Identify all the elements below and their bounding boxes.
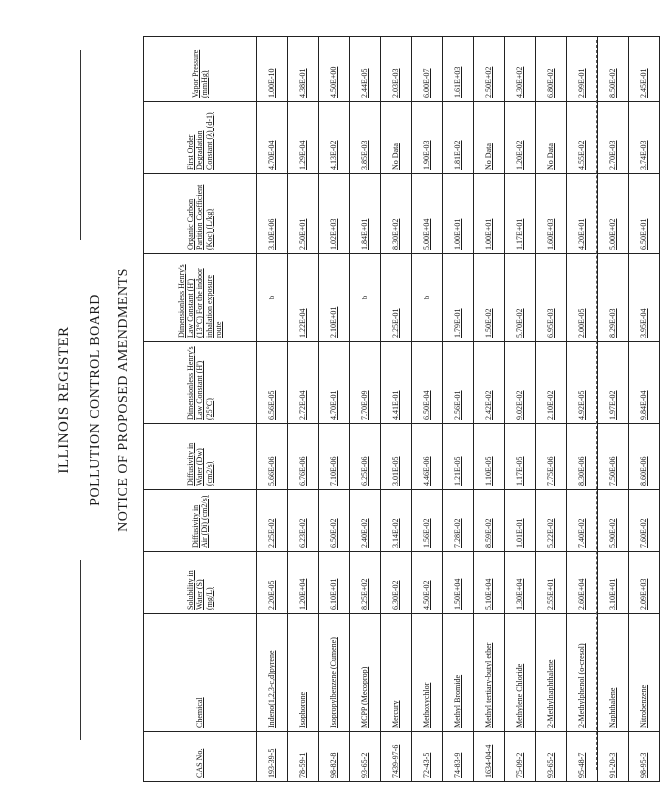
column-header: Dimensionless Henry's Law Constant (H') (13°C) For the indoor inhalation exposure route bbox=[144, 254, 257, 342]
table-row bbox=[319, 37, 350, 782]
table-body bbox=[257, 37, 660, 782]
table-row bbox=[505, 37, 536, 782]
table-header-row bbox=[144, 37, 257, 782]
cell-dw: 3.01E-05 bbox=[381, 424, 412, 490]
cell-cas: 91-20-3 bbox=[598, 732, 629, 782]
cell-h25: 7.70E-09 bbox=[350, 342, 381, 424]
cell-lam: 1.90E-03 bbox=[412, 102, 443, 174]
cell-cas: 75-09-2 bbox=[505, 732, 536, 782]
cell-cas: 95-48-7 bbox=[567, 732, 598, 782]
cell-h25: 2.56E-01 bbox=[443, 342, 474, 424]
cell-h13: 3.95E-04 bbox=[629, 254, 660, 342]
cell-koc: 1.60E+03 bbox=[536, 174, 567, 254]
table-row bbox=[567, 37, 598, 782]
column-header: Chemical bbox=[144, 614, 257, 732]
register-title: ILLINOIS REGISTER bbox=[56, 326, 72, 474]
cell-h13: 6.95E-03 bbox=[536, 254, 567, 342]
cell-s: 2.55E+01 bbox=[536, 552, 567, 614]
cell-vp: 4.38E-01 bbox=[288, 37, 319, 102]
cell-s: 3.10E+01 bbox=[598, 552, 629, 614]
cell-s: 1.50E+04 bbox=[443, 552, 474, 614]
cell-vp: 1.61E+03 bbox=[443, 37, 474, 102]
cell-koc: 4.20E+01 bbox=[567, 174, 598, 254]
cell-lam: No Data bbox=[474, 102, 505, 174]
cell-vp: 2.03E-03 bbox=[381, 37, 412, 102]
cell-koc: 1.00E+01 bbox=[474, 174, 505, 254]
cell-vp: 4.50E+00 bbox=[319, 37, 350, 102]
cell-h25: 9.02E-02 bbox=[505, 342, 536, 424]
cell-s: 6.10E+01 bbox=[319, 552, 350, 614]
column-header: Diffusivity in Water (Dw) (cm2/s) bbox=[144, 424, 257, 490]
cell-h13: 1.50E-02 bbox=[474, 254, 505, 342]
cell-vp: 6.00E-07 bbox=[412, 37, 443, 102]
cell-chem: MCPP (Mecoprop) bbox=[350, 614, 381, 732]
footer-dashed-rule bbox=[596, 40, 597, 770]
cell-chem: Methyl tertiary-butyl ether bbox=[474, 614, 505, 732]
cell-di: 1.01E-01 bbox=[505, 490, 536, 552]
table-row bbox=[536, 37, 567, 782]
cell-chem: Nitrobenzene bbox=[629, 614, 660, 732]
cell-vp: 6.80E-02 bbox=[536, 37, 567, 102]
cell-di: 6.50E-02 bbox=[319, 490, 350, 552]
cell-cas: 7439-97-6 bbox=[381, 732, 412, 782]
cell-dw: 6.25E-06 bbox=[350, 424, 381, 490]
cell-cas: 1634-04-4 bbox=[474, 732, 505, 782]
cell-vp: 2.45E-01 bbox=[629, 37, 660, 102]
table-row bbox=[381, 37, 412, 782]
cell-chem: Methyl Bromide bbox=[443, 614, 474, 732]
cell-h13: b bbox=[412, 254, 443, 342]
cell-koc: 1.02E+03 bbox=[319, 174, 350, 254]
cell-di: 5.90E-02 bbox=[598, 490, 629, 552]
cell-di: 8.59E-02 bbox=[474, 490, 505, 552]
table-row bbox=[629, 37, 660, 782]
header-rule-right bbox=[80, 50, 81, 240]
cell-koc: 5.00E+04 bbox=[412, 174, 443, 254]
cell-vp: 4.30E+02 bbox=[505, 37, 536, 102]
cell-dw: 7.10E-06 bbox=[319, 424, 350, 490]
column-header: Organic Carbon Partition Coefficient (Koc) (L/kg) bbox=[144, 174, 257, 254]
cell-chem: Mercury bbox=[381, 614, 412, 732]
cell-cas: 193-39-5 bbox=[257, 732, 288, 782]
cell-chem: Indeno(1,2,3-c,d)pyrene bbox=[257, 614, 288, 732]
cell-s: 8.25E+02 bbox=[350, 552, 381, 614]
cell-chem: Methoxychlor bbox=[412, 614, 443, 732]
cell-chem: Isopropylbenzene (Cumene) bbox=[319, 614, 350, 732]
cell-lam: No Data bbox=[536, 102, 567, 174]
cell-chem: Isophorone bbox=[288, 614, 319, 732]
cell-dw: 1.21E-05 bbox=[443, 424, 474, 490]
cell-h25: 4.92E-05 bbox=[567, 342, 598, 424]
cell-lam: 1.81E-02 bbox=[443, 102, 474, 174]
cell-dw: 7.75E-06 bbox=[536, 424, 567, 490]
table-row bbox=[598, 37, 629, 782]
cell-koc: 6.50E+01 bbox=[629, 174, 660, 254]
cell-cas: 74-83-9 bbox=[443, 732, 474, 782]
cell-dw: 7.50E-06 bbox=[598, 424, 629, 490]
cell-h25: 4.70E-01 bbox=[319, 342, 350, 424]
cell-cas: 98-95-3 bbox=[629, 732, 660, 782]
column-header: Solubility in Water (S) (mg/L) bbox=[144, 552, 257, 614]
cell-lam: 1.20E-02 bbox=[505, 102, 536, 174]
cell-koc: 1.00E+01 bbox=[443, 174, 474, 254]
cell-dw: 4.46E-06 bbox=[412, 424, 443, 490]
cell-koc: 3.10E+06 bbox=[257, 174, 288, 254]
column-header: Diffusivity in Air (Di) (cm2/s) bbox=[144, 490, 257, 552]
cell-lam: No Data bbox=[381, 102, 412, 174]
header-rule-left bbox=[80, 560, 81, 740]
cell-s: 5.10E+04 bbox=[474, 552, 505, 614]
cell-h13: b bbox=[350, 254, 381, 342]
cell-h25: 2.10E-02 bbox=[536, 342, 567, 424]
column-header: Vapor Pressure (mmHg) bbox=[144, 37, 257, 102]
cell-cas: 93-65-2 bbox=[350, 732, 381, 782]
cell-di: 7.28E-02 bbox=[443, 490, 474, 552]
cell-vp: 2.50E+02 bbox=[474, 37, 505, 102]
cell-h25: 2.42E-02 bbox=[474, 342, 505, 424]
cell-h13: b bbox=[257, 254, 288, 342]
table-row bbox=[288, 37, 319, 782]
cell-vp: 2.44E-05 bbox=[350, 37, 381, 102]
cell-di: 7.60E-02 bbox=[629, 490, 660, 552]
cell-s: 1.20E+04 bbox=[288, 552, 319, 614]
column-header: First Order Degradation Constant (λ) (d-1) bbox=[144, 102, 257, 174]
cell-koc: 1.84E+01 bbox=[350, 174, 381, 254]
cell-s: 1.30E+04 bbox=[505, 552, 536, 614]
board-title: POLLUTION CONTROL BOARD bbox=[88, 294, 103, 506]
cell-h13: 2.10E+01 bbox=[319, 254, 350, 342]
cell-h25: 6.50E-04 bbox=[412, 342, 443, 424]
cell-koc: 5.00E+02 bbox=[598, 174, 629, 254]
cell-vp: 2.99E-01 bbox=[567, 37, 598, 102]
cell-s: 2.60E+04 bbox=[567, 552, 598, 614]
cell-lam: 3.85E-03 bbox=[350, 102, 381, 174]
cell-s: 6.30E-02 bbox=[381, 552, 412, 614]
cell-vp: 8.50E-02 bbox=[598, 37, 629, 102]
cell-chem: 2-Methylnaphthalene bbox=[536, 614, 567, 732]
cell-di: 7.40E-02 bbox=[567, 490, 598, 552]
cell-lam: 2.70E-03 bbox=[598, 102, 629, 174]
table-row bbox=[257, 37, 288, 782]
cell-h13: 2.00E-05 bbox=[567, 254, 598, 342]
cell-lam: 1.29E-04 bbox=[288, 102, 319, 174]
table-row bbox=[412, 37, 443, 782]
column-header: CAS No. bbox=[144, 732, 257, 782]
cell-chem: Naphthalene bbox=[598, 614, 629, 732]
cell-di: 5.22E-02 bbox=[536, 490, 567, 552]
cell-dw: 8.60E-06 bbox=[629, 424, 660, 490]
cell-koc: 1.17E+01 bbox=[505, 174, 536, 254]
cell-lam: 4.13E-02 bbox=[319, 102, 350, 174]
cell-lam: 4.70E-04 bbox=[257, 102, 288, 174]
cell-di: 2.25E-02 bbox=[257, 490, 288, 552]
cell-lam: 4.55E-02 bbox=[567, 102, 598, 174]
cell-cas: 93-65-2 bbox=[536, 732, 567, 782]
cell-di: 6.23E-02 bbox=[288, 490, 319, 552]
cell-vp: 1.00E-10 bbox=[257, 37, 288, 102]
cell-h13: 8.29E-03 bbox=[598, 254, 629, 342]
cell-di: 2.40E-02 bbox=[350, 490, 381, 552]
cell-h25: 2.72E-04 bbox=[288, 342, 319, 424]
cell-dw: 6.76E-06 bbox=[288, 424, 319, 490]
cell-dw: 1.17E-05 bbox=[505, 424, 536, 490]
cell-chem: 2-Methylphenol (o-cresol) bbox=[567, 614, 598, 732]
cell-dw: 8.30E-06 bbox=[567, 424, 598, 490]
cell-koc: 8.30E+02 bbox=[381, 174, 412, 254]
table-row bbox=[474, 37, 505, 782]
cell-h13: 5.70E-02 bbox=[505, 254, 536, 342]
cell-koc: 2.50E+01 bbox=[288, 174, 319, 254]
cell-h25: 9.84E-04 bbox=[629, 342, 660, 424]
cell-h13: 2.25E-01 bbox=[381, 254, 412, 342]
cell-h25: 6.56E-05 bbox=[257, 342, 288, 424]
cell-h13: 1.22E-04 bbox=[288, 254, 319, 342]
cell-di: 1.56E-02 bbox=[412, 490, 443, 552]
notice-title: NOTICE OF PROPOSED AMENDMENTS bbox=[116, 268, 131, 532]
chemical-properties-table bbox=[143, 36, 660, 782]
table-row bbox=[350, 37, 381, 782]
cell-s: 2.09E+03 bbox=[629, 552, 660, 614]
cell-s: 4.50E-02 bbox=[412, 552, 443, 614]
cell-cas: 78-59-1 bbox=[288, 732, 319, 782]
column-header: Dimensionless Henry's Law Constant (H') (25°C) bbox=[144, 342, 257, 424]
cell-di: 3.14E-02 bbox=[381, 490, 412, 552]
cell-chem: Methylene Chloride bbox=[505, 614, 536, 732]
cell-h25: 4.41E-01 bbox=[381, 342, 412, 424]
cell-cas: 98-82-8 bbox=[319, 732, 350, 782]
cell-h25: 1.97E-02 bbox=[598, 342, 629, 424]
table-row bbox=[443, 37, 474, 782]
cell-dw: 5.66E-06 bbox=[257, 424, 288, 490]
cell-dw: 1.10E-05 bbox=[474, 424, 505, 490]
cell-lam: 3.74E-03 bbox=[629, 102, 660, 174]
cell-h13: 1.79E-01 bbox=[443, 254, 474, 342]
cell-cas: 72-43-5 bbox=[412, 732, 443, 782]
cell-s: 2.20E-05 bbox=[257, 552, 288, 614]
